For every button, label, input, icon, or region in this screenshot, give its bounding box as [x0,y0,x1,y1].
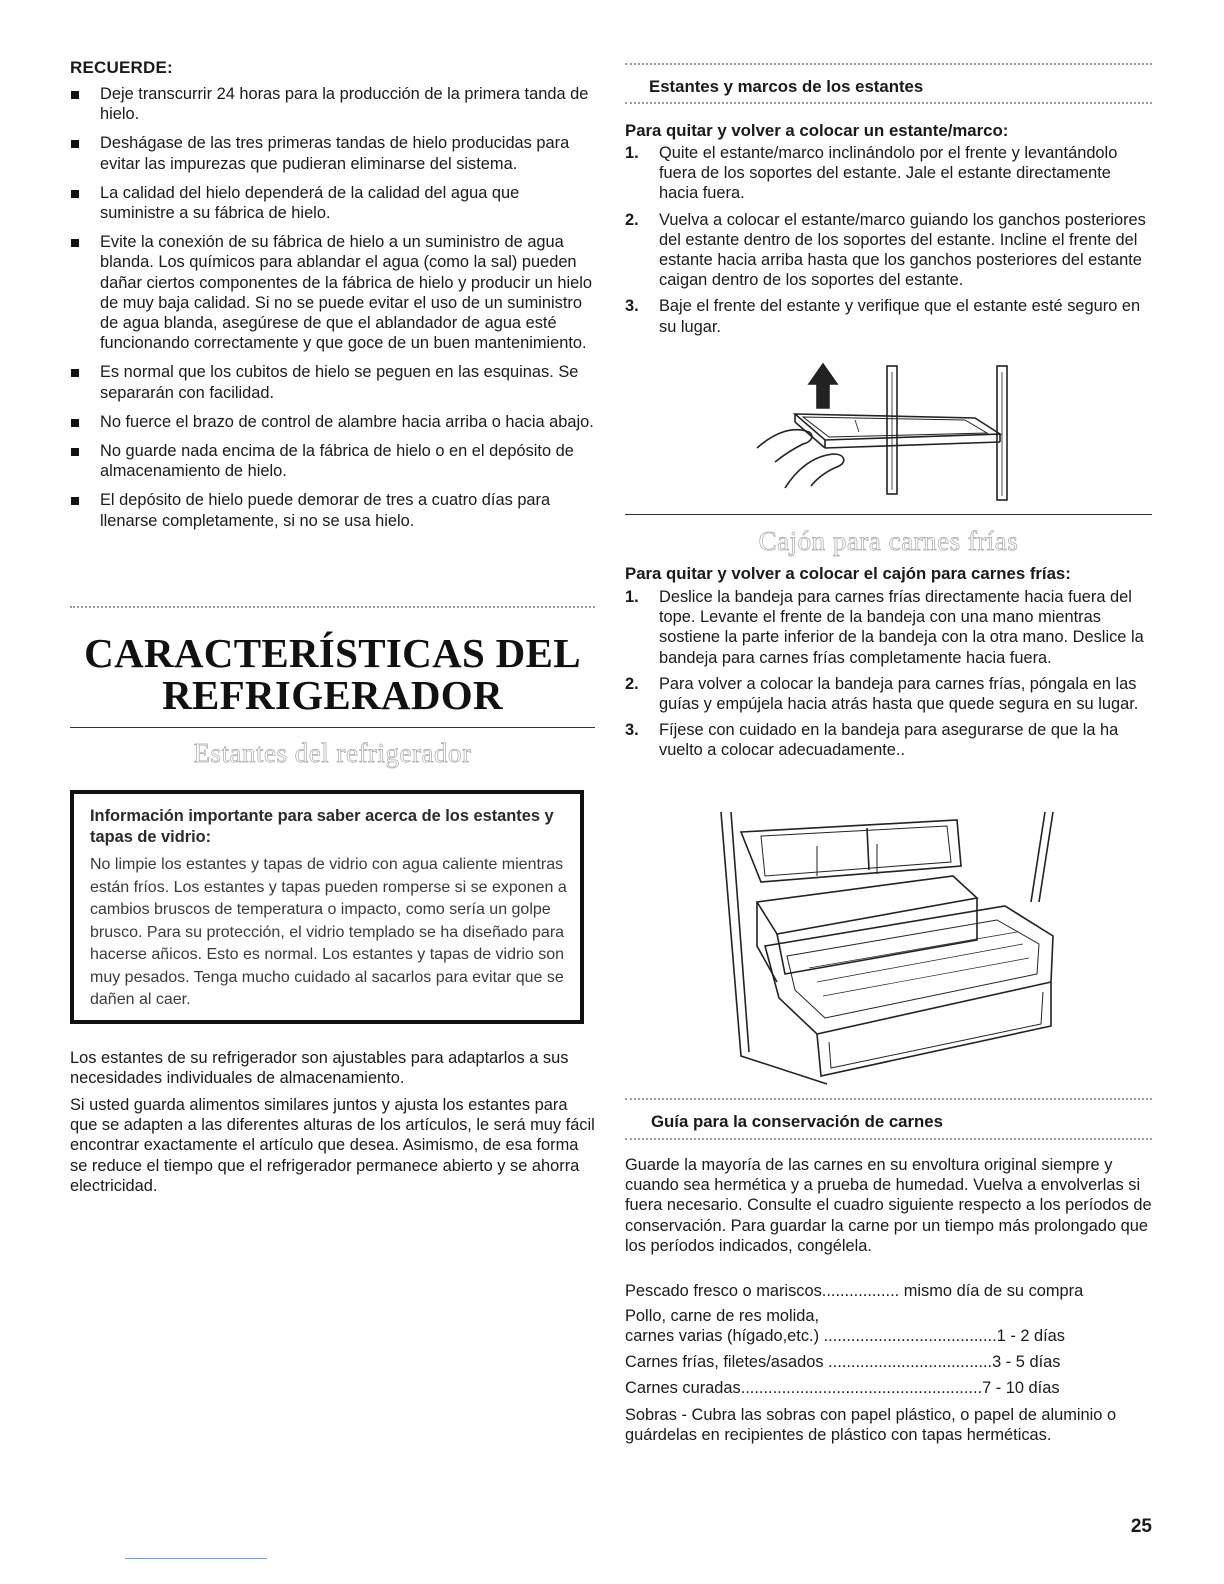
page-number: 25 [1130,1516,1152,1537]
section-divider [625,514,1152,515]
recuerde-list [70,84,595,540]
list-item: 2. Para volver a colocar la bandeja para carnes frías, póngala en las guías y empújela hacia atrás hasta que quede segura en su lugar. [625,674,1139,714]
bullet-square-icon [71,419,79,427]
shelves-subheading: Para quitar y volver a colocar un estante/marco: [625,121,1009,140]
section-title-shelves: Estantes del refrigerador [193,738,472,768]
dotted-divider [625,63,1152,65]
section-title-meat-drawer: Cajón para carnes frías [758,526,1019,556]
leftovers-paragraph: Sobras - Cubra las sobras con papel plástico, o papel de aluminio o guárdelas en recipientes de plástico con tapas herméticas. [625,1406,1117,1445]
warning-body: No limpie los estantes y tapas de vidrio con agua caliente mientras están fríos. Los estantes y tapas pueden romperse si se exponen a cambios bruscos de temperatura o impacto, como sería un golpe brusco. Para su protección, el vidrio templado se ha diseñado para hacerse añicos. Esto es normal. Los estantes y tapas de vidrio son muy pesados. Tenga mucho cuidado al sacarlos para evitar que se dañen al caer. [90,856,567,1008]
bullet-square-icon [71,239,79,247]
storage-row-fish: Pescado fresco o mariscos................. mismo día de su compra [625,1282,1084,1300]
list-item: Es normal que los cubitos de hielo se peguen en las esquinas. Se separarán con facilidad. [70,362,595,402]
section-divider [70,727,595,728]
list-item: Deje transcurrir 24 horas para la producción de la primera tanda de hielo. [70,84,595,124]
list-item: 1. Quite el estante/marco inclinándolo por el frente y levantándolo fuera de los soportes del estante. Jale el estante directamente hacia fuera. [625,144,1118,203]
warning-title: Información importante para saber acerca de los estantes y tapas de vidrio: [90,807,554,846]
shelves-paragraph-2: Si usted guarda alimentos similares juntos y ajusta los estantes para que se adapten a las diferentes alturas de los artículos, le será muy fácil encontrar exactamente el artículo que desea. Asimismo, de esa forma se reduce el tiempo que el refrigerador permanece abierto y se ahorra electricidad. [70,1096,595,1195]
list-item: No fuerce el brazo de control de alambre hacia arriba o hacia abajo. [70,412,595,432]
list-item: Deshágase de las tres primeras tandas de hielo producidas para evitar las impurezas que pudieran eliminarse del sistema. [70,133,595,173]
shelves-heading: Estantes y marcos de los estantes [649,77,924,96]
dotted-divider [70,606,595,608]
storage-row-cured: Carnes curadas.....................................................7 - 10 días [625,1379,1060,1397]
recuerde-title: RECUERDE: [70,58,173,77]
meat-drawer-illustration [717,806,1067,1086]
bullet-square-icon [71,369,79,377]
dotted-divider [625,102,1152,104]
list-item: 1. Deslice la bandeja para carnes frías directamente hacia fuera del tope. Levante el frente de la bandeja con una mano mientras sostiene la parte inferior de la bandeja con la otra mano. Deslice la bandeja para carnes frías completamente hacia fuera. [625,588,1144,667]
bullet-square-icon [71,497,79,505]
bullet-square-icon [71,448,79,456]
bullet-square-icon [71,91,79,99]
storage-row-cold-cuts: Carnes frías, filetes/asados ....................................3 - 5 días [625,1353,1061,1371]
list-item: La calidad del hielo dependerá de la calidad del agua que suministre a su fábrica de hielo. [70,183,595,223]
list-item: Evite la conexión de su fábrica de hielo a un suministro de agua blanda. Los químicos para ablandar el agua (como la sal) pueden dañar ciertos componentes de la fábrica de hielo y producir un hielo de muy baja calidad. Si no se puede evitar el uso de un suministro de agua blanda, asegúrese de que el ablandador de agua esté funcionando correctamente y que goce de un buen mantenimiento. [70,232,595,353]
list-item: 3. Fíjese con cuidado en la bandeja para asegurarse de que la ha vuelto a colocar adecuadamente.. [625,721,1119,760]
bullet-square-icon [71,190,79,198]
dotted-divider [625,1098,1152,1100]
storage-row-poultry: Pollo, carne de res molida, carnes varias (hígado,etc.) ......................................1 - 2 días [625,1307,1065,1346]
meat-guide-paragraph: Guarde la mayoría de las carnes en su envoltura original siempre y cuando sea hermética y a prueba de humedad. Vuelva a envolverlas si fuera necesario. Consulte el cuadro siguiente respecto a los períodos de conservación. Para guardar la carne por un tiempo más prolongado que los períodos indicados, congélela. [625,1156,1152,1255]
shelves-steps [625,143,1152,343]
list-item: No guarde nada encima de la fábrica de hielo o en el depósito de almacenamiento de hielo. [70,441,595,481]
list-item: 3. Baje el frente del estante y verifique que el estante esté seguro en su lugar. [625,297,1141,336]
footer-rule [125,1558,267,1559]
meat-drawer-steps [625,587,1152,767]
shelf-illustration [755,362,1025,502]
meat-guide-heading: Guía para la conservación de carnes [651,1112,943,1131]
shelves-paragraph-1: Los estantes de su refrigerador son ajustables para adaptarlos a sus necesidades individuales de almacenamiento. [70,1049,569,1088]
bullet-square-icon [71,140,79,148]
page-title: CARACTERÍSTICAS DEL REFRIGERADOR [84,630,581,718]
list-item: El depósito de hielo puede demorar de tres a cuatro días para llenarse completamente, si no se usa hielo. [70,490,595,530]
list-item: 2. Vuelva a colocar el estante/marco guiando los ganchos posteriores del estante dentro de los soportes del estante. Incline el frente del estante hacia arriba hasta que los ganchos posteriores del estante caigan dentro de los soportes del estante. [625,210,1146,290]
dotted-divider [625,1138,1152,1140]
warning-box [70,790,584,1024]
meat-drawer-subheading: Para quitar y volver a colocar el cajón para carnes frías: [625,564,1071,583]
